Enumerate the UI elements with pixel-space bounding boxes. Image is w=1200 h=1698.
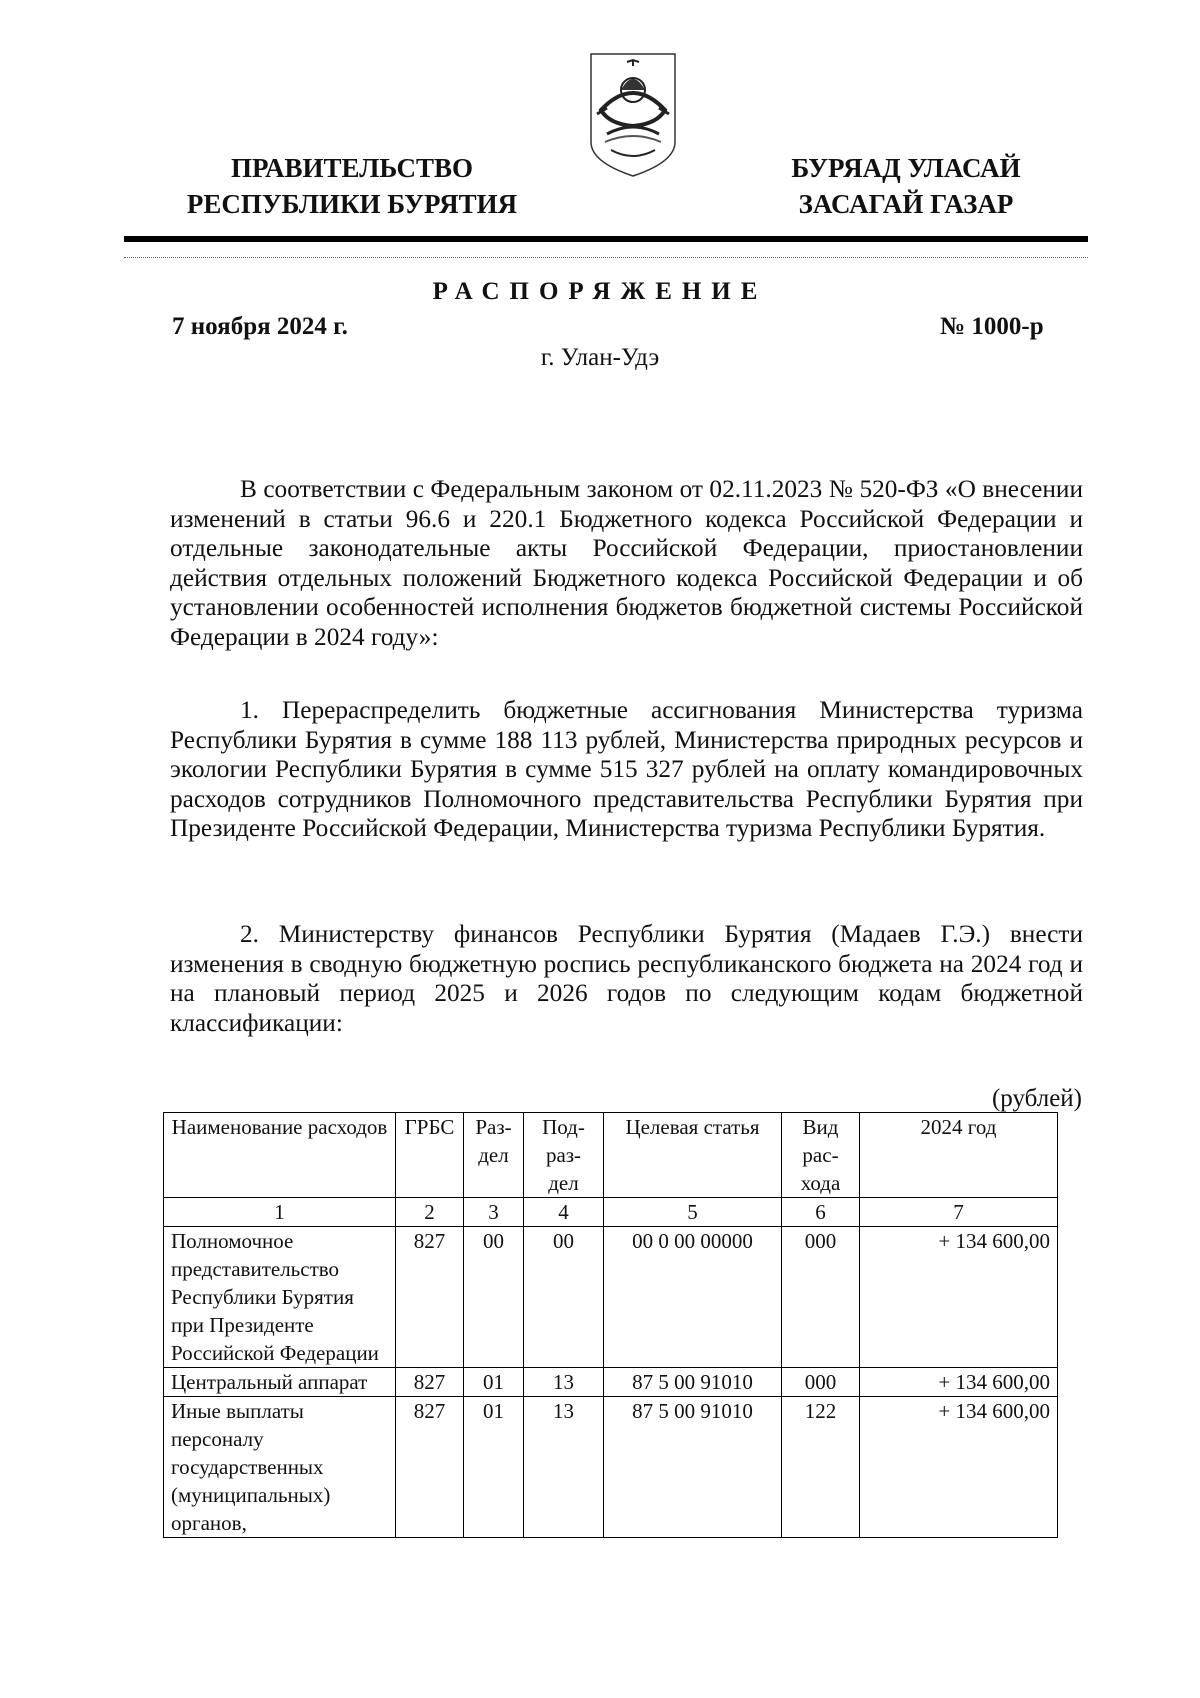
row-name: Центральный аппарат [164,1368,396,1397]
col-number: 2 [396,1198,464,1227]
government-title-bua-line2: ЗАСАГАЙ ГАЗАР [798,189,1014,219]
row-vid: 122 [782,1397,860,1538]
document-date: 7 ноября 2024 г. [172,313,348,340]
government-title-ru-line2: РЕСПУБЛИКИ БУРЯТИЯ [186,189,518,219]
row-vid: 000 [782,1227,860,1368]
header-grbs: ГРБС [396,1113,464,1198]
row-vid: 000 [782,1368,860,1397]
row-amount: + 134 600,00 [860,1397,1058,1538]
government-title-bua [760,150,1052,222]
col-number: 5 [604,1198,782,1227]
row-grbs: 827 [396,1227,464,1368]
row-grbs: 827 [396,1397,464,1538]
row-statya: 00 0 00 00000 [604,1227,782,1368]
row-statya: 87 5 00 91010 [604,1368,782,1397]
row-razdel: 01 [464,1368,524,1397]
row-podrazdel: 00 [524,1227,604,1368]
government-title-ru-line1: ПРАВИТЕЛЬСТВО [230,153,474,183]
item-1-paragraph: 1. Перераспределить бюджетные ассигнования Министерства туризма Республики Бурятия в сумме 188 113 рублей, Министерства природных ресурсов и экологии Республики Бурятия в сумме 515 327 рублей на оплату командировочных расходов сотрудников Полномочного представительства Республики Бурятия при Президенте Российской Федерации, Министерства туризма Республики Бурятия. [170,696,1083,843]
item-2-paragraph: 2. Министерству финансов Республики Бурятия (Мадаев Г.Э.) внести изменения в сводную бюджетную роспись республиканского бюджета на 2024 год и на плановый период 2025 и 2026 годов по следующим кодам бюджетной классификации: [170,920,1083,1037]
row-amount: + 134 600,00 [860,1368,1058,1397]
table-number-row [164,1198,1058,1227]
header-year: 2024 год [860,1113,1058,1198]
row-amount: + 134 600,00 [860,1227,1058,1368]
row-name: Иные выплаты персоналу государственных (муниципальных) органов, [164,1397,396,1538]
document-type-title: РАСПОРЯЖЕНИЕ [432,278,768,305]
table-unit-label: (рублей) [991,1085,1082,1112]
budget-table [163,1112,1058,1538]
col-number: 6 [782,1198,860,1227]
col-number: 1 [164,1198,396,1227]
row-podrazdel: 13 [524,1397,604,1538]
table-row [164,1227,1058,1368]
coat-of-arms-emblem [587,50,679,180]
table-header-row [164,1113,1058,1198]
header-razdel: Раз-дел [464,1113,524,1198]
col-number: 3 [464,1198,524,1227]
government-title-bua-line1: БУРЯАД УЛАСАЙ [791,153,1021,183]
document-number: № 1000-р [940,313,1044,340]
header-divider-thin [124,257,1088,258]
intro-paragraph: В соответствии с Федеральным законом от 02.11.2023 № 520-ФЗ «О внесении изменений в статьи 96.6 и 220.1 Бюджетного кодекса Российской Федерации и отдельные законодательные акты Российской Федерации, приостановлении действия отдельных положений Бюджетного кодекса Российской Федерации и об установлении особенностей исполнения бюджетов бюджетной системы Российской Федерации в 2024 году»: [170,475,1083,651]
government-title-ru [166,150,538,222]
header-statya: Целевая статья [604,1113,782,1198]
header-podrazdel: Под-раз-дел [524,1113,604,1198]
row-razdel: 01 [464,1397,524,1538]
row-podrazdel: 13 [524,1368,604,1397]
col-number: 7 [860,1198,1058,1227]
row-name: Полномочное представительство Республики Бурятия при Президенте Российской Федерации [164,1227,396,1368]
col-number: 4 [524,1198,604,1227]
row-razdel: 00 [464,1227,524,1368]
row-grbs: 827 [396,1368,464,1397]
header-divider-thick [124,236,1088,242]
table-row [164,1397,1058,1538]
header-name: Наименование расходов [164,1113,396,1198]
row-statya: 87 5 00 91010 [604,1397,782,1538]
table-row [164,1368,1058,1397]
header-vid: Вид рас-хода [782,1113,860,1198]
document-city: г. Улан-Удэ [540,344,660,371]
